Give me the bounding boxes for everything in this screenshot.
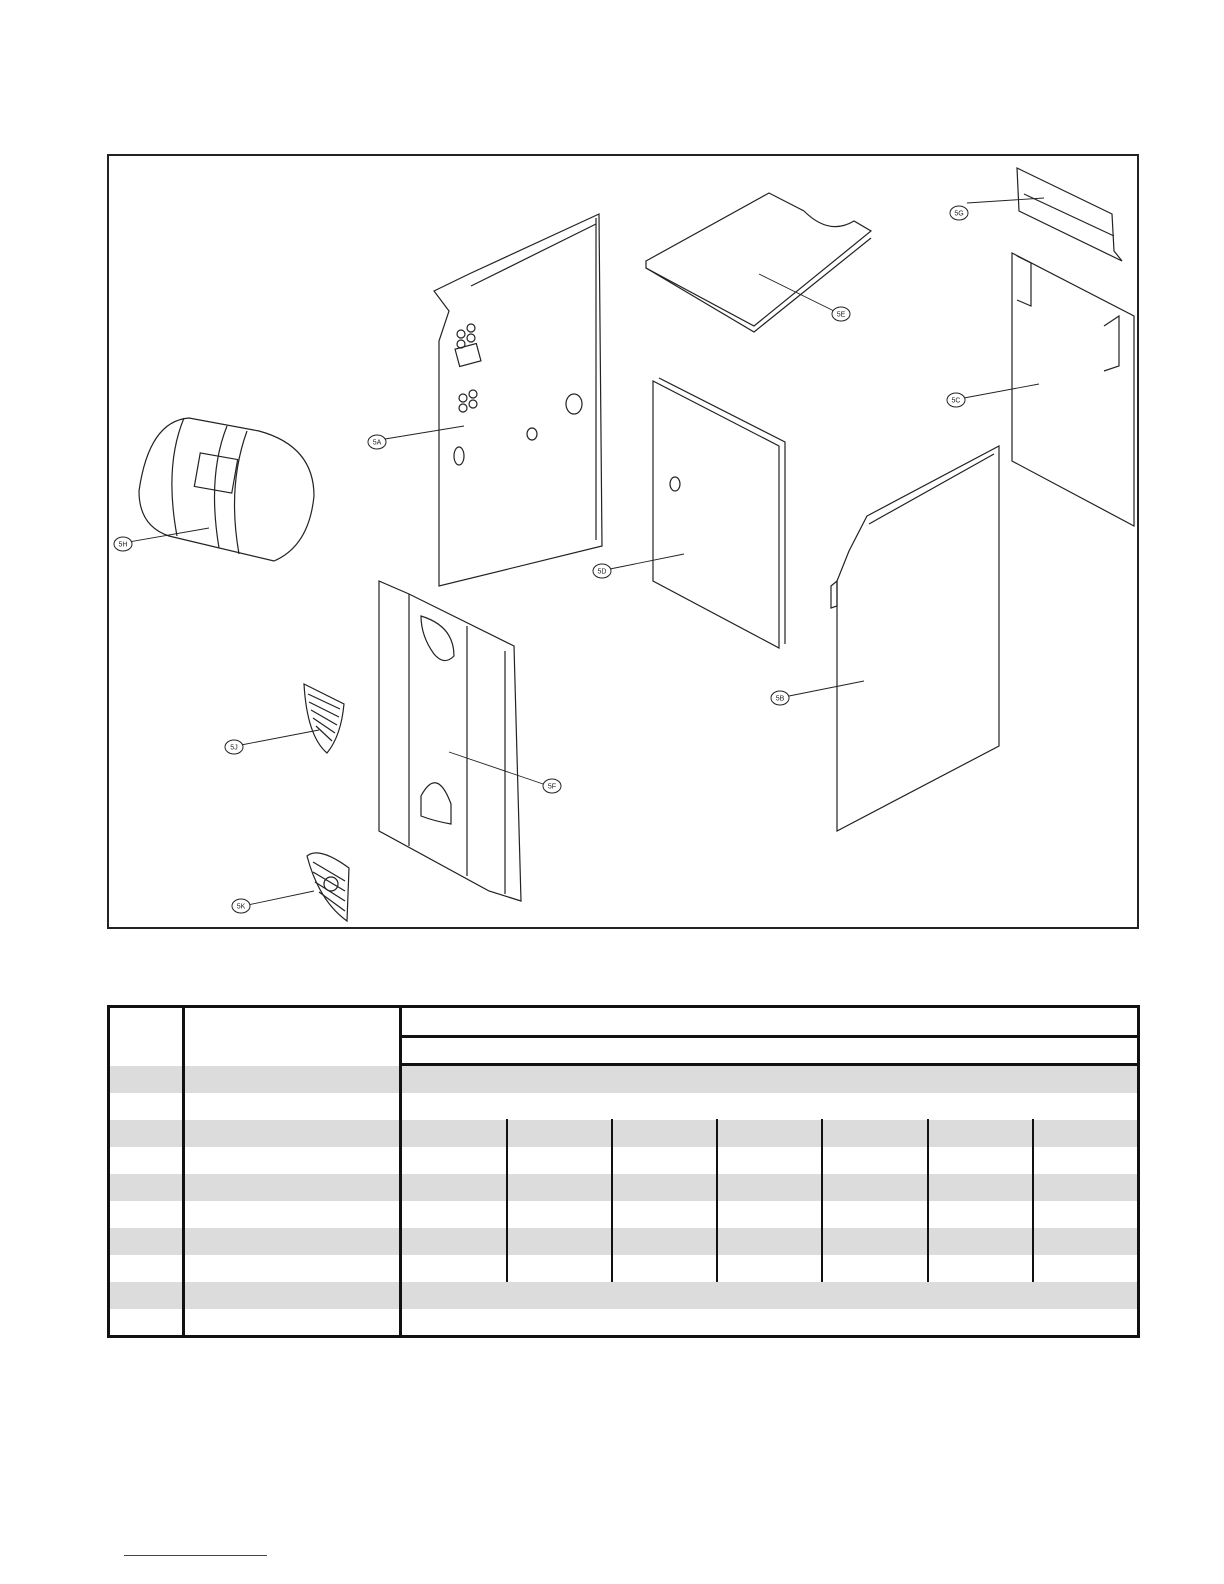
callout-5c: 5C bbox=[951, 397, 961, 405]
subcol-divider-1 bbox=[506, 1119, 508, 1282]
column-divider-1 bbox=[182, 1008, 185, 1335]
footer-link-underline[interactable] bbox=[124, 1555, 267, 1556]
subcol-divider-3 bbox=[716, 1119, 718, 1282]
cabinet-panels-drawing bbox=[109, 156, 1141, 931]
subcol-divider-5 bbox=[927, 1119, 929, 1282]
table-row bbox=[110, 1066, 1137, 1093]
panel-5a bbox=[434, 214, 602, 586]
callout-5e: 5E bbox=[836, 311, 846, 319]
parts-table bbox=[107, 1005, 1140, 1338]
table-row bbox=[110, 1120, 1137, 1147]
exploded-view-figure bbox=[107, 154, 1139, 929]
callout-5a: 5A bbox=[372, 439, 382, 447]
table-row bbox=[110, 1201, 1137, 1228]
callout-5h: 5H bbox=[118, 541, 128, 549]
table-row bbox=[110, 1282, 1137, 1309]
subcol-divider-6 bbox=[1032, 1119, 1034, 1282]
callout-5j: 5J bbox=[230, 744, 238, 752]
table-row bbox=[110, 1309, 1137, 1336]
table-row bbox=[110, 1093, 1137, 1120]
table-row bbox=[110, 1174, 1137, 1201]
panel-5g bbox=[1017, 168, 1122, 261]
callout-5k: 5K bbox=[236, 903, 246, 911]
panel-5b bbox=[831, 446, 999, 831]
callout-5g: 5G bbox=[954, 210, 964, 218]
table-row bbox=[110, 1147, 1137, 1174]
table-row bbox=[110, 1228, 1137, 1255]
callout-5f: 5F bbox=[547, 783, 557, 791]
subcol-divider-2 bbox=[611, 1119, 613, 1282]
panel-5f bbox=[379, 581, 521, 901]
module-5h bbox=[139, 418, 314, 561]
grille-5k bbox=[307, 853, 349, 921]
panel-5d bbox=[653, 378, 785, 648]
panel-5c bbox=[1012, 253, 1134, 526]
callout-5b: 5B bbox=[775, 695, 785, 703]
subcol-divider-4 bbox=[821, 1119, 823, 1282]
table-row bbox=[110, 1255, 1137, 1282]
grille-5j bbox=[304, 684, 344, 753]
column-divider-2 bbox=[399, 1008, 402, 1335]
callout-5d: 5D bbox=[597, 568, 607, 576]
header-divider-top bbox=[401, 1035, 1137, 1038]
